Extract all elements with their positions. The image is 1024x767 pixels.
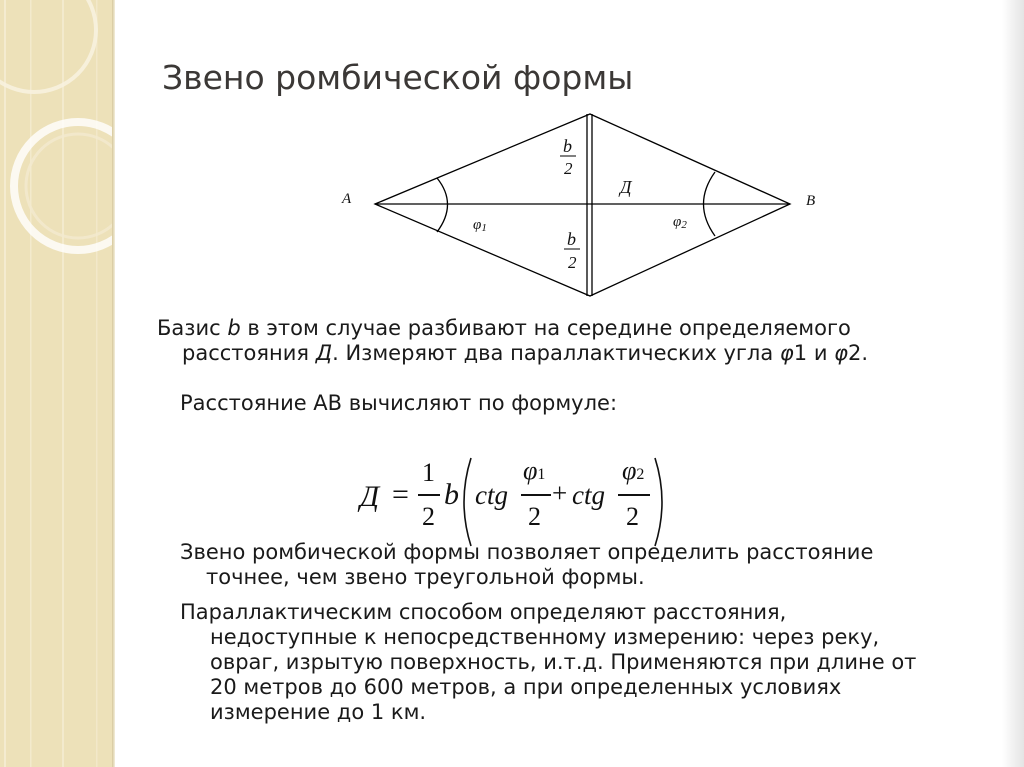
text-span: φ [523, 456, 538, 485]
formula-half-bar [418, 494, 440, 496]
text-span: в этом случае разбивают на середине определяемого [240, 316, 851, 340]
text-span: 2 [636, 466, 645, 483]
paragraph-parallactic-line5: измерение до 1 км. [210, 700, 427, 724]
formula-den1: 2 [528, 502, 541, 531]
text-span: . [861, 341, 869, 365]
formula-frac1-bar [521, 494, 551, 496]
formula-ctg1: ctg [475, 480, 508, 510]
text-span: Базис [157, 316, 228, 340]
text-span: расстояния [182, 341, 316, 365]
formula-left-paren [456, 456, 474, 548]
text-span: 2 [848, 341, 862, 365]
rhombus-outline [375, 114, 790, 296]
formula-half-denominator: 2 [422, 502, 435, 531]
formula-phi1 [523, 456, 545, 486]
angle-arc-phi1 [437, 178, 448, 232]
formula-lhs: Д [360, 480, 380, 513]
sidebar-divider [112, 0, 115, 767]
formula-ctg2: ctg [572, 480, 605, 510]
half-base-top-numerator: b [563, 136, 572, 156]
text-span: и [807, 341, 835, 365]
paragraph-parallactic-line1: Параллактическим способом определяют расстояния, [180, 600, 787, 624]
var-phi1: φ [779, 341, 794, 365]
paragraph-basis [157, 316, 868, 366]
var-phi2: φ [834, 341, 848, 365]
text-span: 1 [793, 341, 808, 365]
paragraph-basis-line1 [157, 316, 868, 341]
page-edge-shadow [1002, 0, 1024, 767]
angle-phi1-label: φ1 [473, 217, 487, 234]
text-span: φ [622, 456, 637, 485]
formula-right-paren [652, 456, 670, 548]
point-a-label: А [342, 191, 352, 207]
paragraph-rhombus-accuracy-line1: Звено ромбической формы позволяет определить расстояние [180, 540, 874, 564]
text-span: 1 [537, 466, 546, 483]
formula-den2: 2 [626, 502, 639, 531]
angle-phi2-label: φ2 [673, 214, 687, 231]
distance-d-label: Д [620, 177, 632, 197]
formula-b: b [444, 478, 459, 511]
paragraph-rhombus-accuracy-line2: точнее, чем звено треугольной формы. [206, 565, 645, 589]
paragraph-basis-line2 [157, 341, 868, 366]
decorative-sidebar [0, 0, 112, 767]
formula-half-numerator: 1 [422, 458, 435, 487]
var-d: Д [315, 341, 333, 365]
half-base-top-denominator: 2 [564, 159, 573, 178]
formula-frac2-bar [618, 494, 650, 496]
half-base-bottom-denominator: 2 [568, 253, 577, 272]
var-b: b [227, 316, 241, 340]
half-base-bottom-numerator: b [567, 229, 576, 249]
rhombus-diagram [330, 108, 850, 308]
paragraph-parallactic-line3: овраг, изрытую поверхность, и.т.д. Применяются при длине от [210, 650, 917, 674]
paragraph-parallactic-method [180, 600, 916, 725]
formula-equals: = [392, 478, 409, 511]
paragraph-parallactic-line4: 20 метров до 600 метров, а при определенных условиях [210, 675, 842, 699]
sidebar-ornament [0, 0, 112, 767]
paragraph-rhombus-accuracy [180, 540, 873, 590]
text-span: . Измеряют два параллактических угла [332, 341, 780, 365]
formula-phi2 [622, 456, 644, 486]
formula-plus: + [552, 478, 568, 508]
slide-title: Звено ромбической формы [162, 58, 634, 97]
paragraph-formula-intro: Расстояние АВ вычисляют по формуле: [180, 391, 618, 415]
point-b-label: В [806, 193, 816, 209]
paragraph-parallactic-line2: недоступные к непосредственному измерению: через реку, [210, 625, 880, 649]
